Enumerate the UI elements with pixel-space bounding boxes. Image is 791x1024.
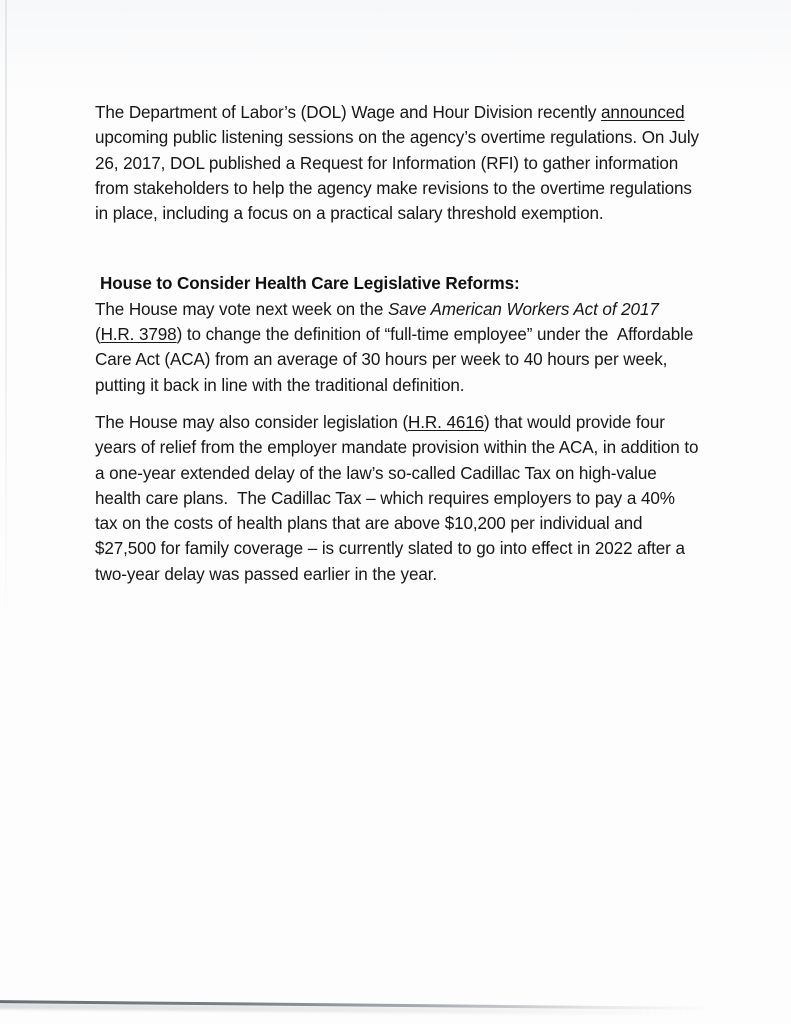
- paragraph-save-american-workers-act: [95, 297, 700, 398]
- scan-noise-top-artifact: [0, 0, 791, 95]
- paragraph-dol-overtime: [95, 100, 704, 226]
- paragraph-2-text-before-italic: The House may vote next week on the: [95, 299, 388, 319]
- bill-link-hr-4616[interactable]: H.R. 4616: [408, 412, 485, 432]
- paragraph-2-text-after-bill: ) to change the definition of “full-time employee” under the Affordable Care Act (ACA) from an average of 30 hours per week to 40 hours per week, putting it back in line with the traditional definition.: [95, 325, 698, 395]
- scan-bottom-shadow-artifact: [0, 1000, 710, 1010]
- paragraph-3-text-before-bill: The House may also consider legislation (: [95, 412, 409, 432]
- scan-left-edge-artifact: [5, 0, 7, 640]
- paragraph-spacer: [95, 398, 700, 410]
- paragraph-cadillac-tax: [95, 410, 704, 587]
- scan-bottom-shadow-soft-artifact: [0, 1003, 690, 1016]
- announced-link[interactable]: announced: [601, 103, 685, 122]
- heading-house-health-care-reforms: House to Consider Health Care Legislative Reforms:: [100, 274, 520, 294]
- bill-title-italic: Save American Workers Act of 2017: [387, 299, 659, 319]
- paragraph-3-text-after-bill: ) that would provide four years of relief from the employer mandate provision within the ACA, in addition to a one-year extended delay of the law’s so-called Cadillac Tax on high-value health care plans. The Cadillac Tax – which requires employers to pay a 40% tax on the costs of health plans that are above $10,200 per individual and $27,500 for family coverage – is currently slated to go into effect in 2022 after a two-year delay was passed earlier in the year.: [95, 412, 704, 584]
- paragraph-2-text-before-bill: (: [95, 299, 664, 345]
- paragraph-1-text-before-link: The Department of Labor’s (DOL) Wage and Hour Division recently: [95, 103, 602, 122]
- bill-link-hr-3798[interactable]: H.R. 3798: [100, 325, 177, 345]
- document-text-body: [95, 100, 704, 587]
- paragraph-spacer: [95, 226, 700, 271]
- paragraph-1-text-after-link: upcoming public listening sessions on the agency’s overtime regulations. On July 26, 2017, DOL published a Request for Information (RFI) to gather information from stakeholders to help the agency make revisions to the overtime regulations in place, including a focus on a practical salary threshold exemption.: [95, 103, 704, 224]
